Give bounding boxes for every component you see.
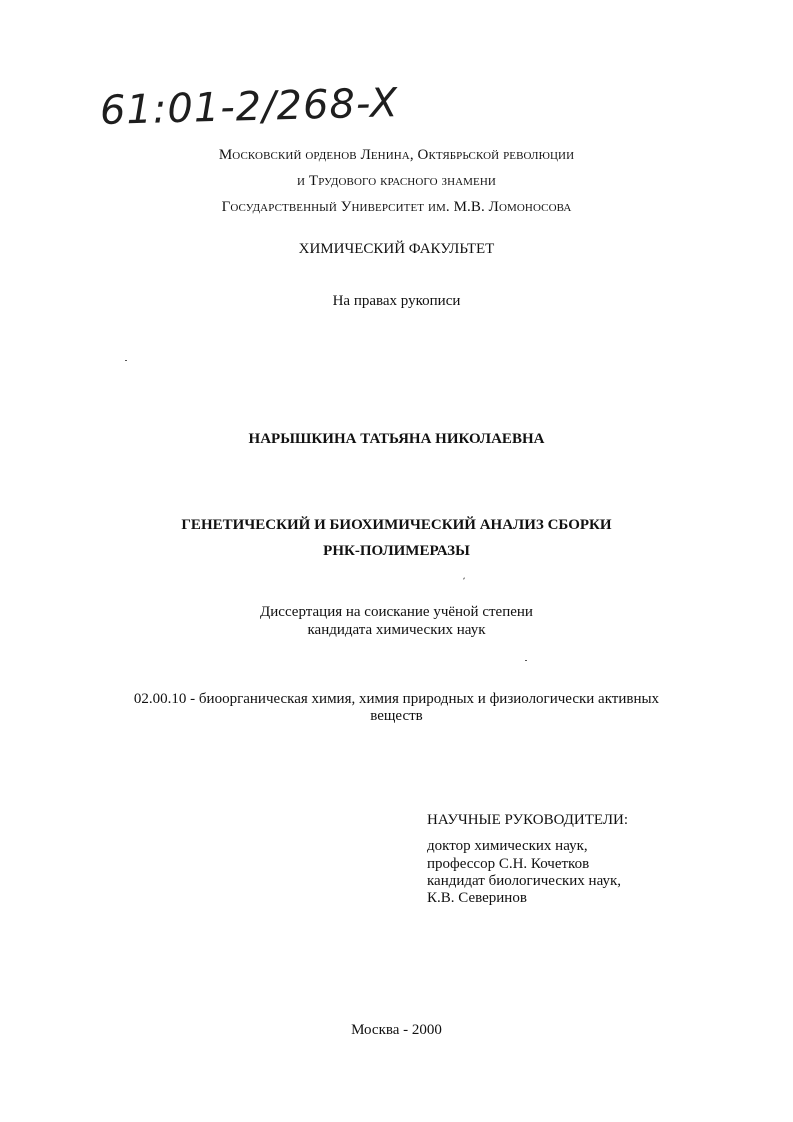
author-name: НАРЫШКИНА ТАТЬЯНА НИКОЛАЕВНА xyxy=(248,431,545,447)
specialty-line-1: 02.00.10 - биоорганическая химия, химия природных и физиологически активных xyxy=(133,691,660,707)
manuscript-note: На правах рукописи xyxy=(332,293,461,309)
supervisor-line-3: кандидат биологических наук, xyxy=(427,873,621,889)
handwritten-catalog-code: 61:01-2/268-X xyxy=(99,80,399,134)
university-line-3: Государственный Университет им. М.В. Ломоносова xyxy=(221,199,572,215)
scan-speck xyxy=(125,360,127,361)
scan-speck xyxy=(463,577,465,579)
scan-speck xyxy=(525,660,527,661)
degree-line-1: Диссертация на соискание учёной степени xyxy=(260,604,533,620)
university-line-2: и Трудового красного знамени xyxy=(297,173,496,189)
faculty-name: ХИМИЧЕСКИЙ ФАКУЛЬТЕТ xyxy=(298,241,495,257)
title-line-1: ГЕНЕТИЧЕСКИЙ И БИОХИМИЧЕСКИЙ АНАЛИЗ СБОРКИ xyxy=(181,517,612,533)
supervisor-line-4: К.В. Северинов xyxy=(427,890,527,906)
supervisor-line-2: профессор С.Н. Кочетков xyxy=(427,856,590,872)
supervisor-line-1: доктор химических наук, xyxy=(427,838,588,854)
university-line-1: Московский орденов Ленина, Октябрьской революции xyxy=(218,147,575,163)
city-year: Москва - 2000 xyxy=(351,1022,442,1038)
degree-line-2: кандидата химических наук xyxy=(307,622,486,638)
specialty-line-2: веществ xyxy=(370,708,423,724)
title-line-2: РНК-ПОЛИМЕРАЗЫ xyxy=(323,543,470,559)
supervisors-heading: НАУЧНЫЕ РУКОВОДИТЕЛИ: xyxy=(427,812,629,828)
